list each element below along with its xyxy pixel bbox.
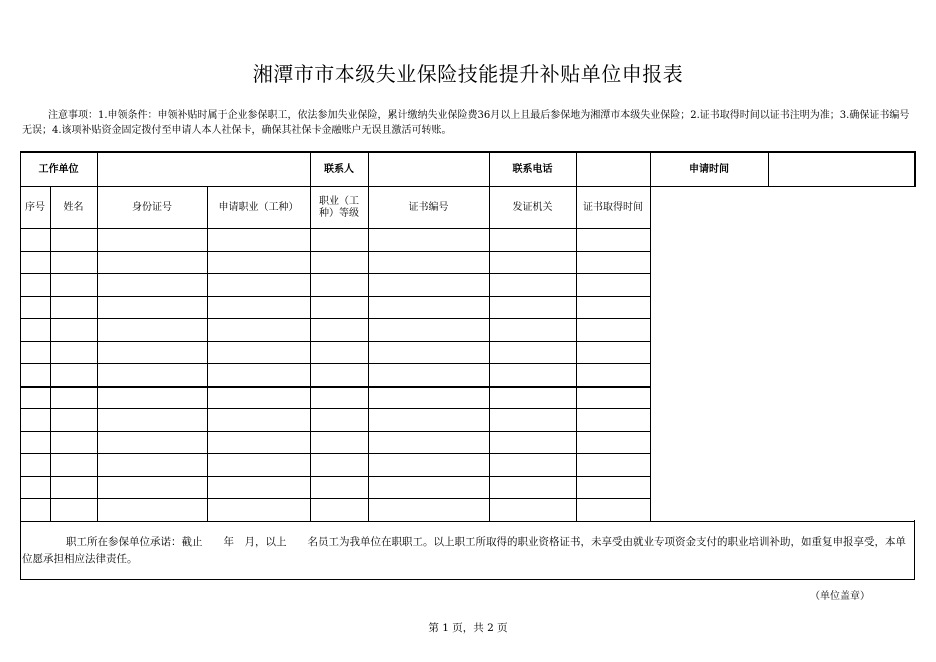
apply-time-field[interactable] xyxy=(768,152,914,187)
apply-time-label: 申请时间 xyxy=(689,163,729,175)
table-cell[interactable] xyxy=(97,229,207,252)
col-header-occupation-level: 职业（工种）等级 xyxy=(319,196,359,219)
grid-line xyxy=(489,186,490,522)
table-cell[interactable] xyxy=(97,342,207,365)
contact-field[interactable] xyxy=(368,152,489,187)
table-cell[interactable] xyxy=(207,432,310,455)
col-header-certificate-number: 证书编号 xyxy=(408,202,449,213)
grid-line xyxy=(20,151,915,153)
table-cell[interactable] xyxy=(50,319,97,342)
table-cell[interactable] xyxy=(489,454,576,477)
grid-line xyxy=(20,273,650,274)
table-cell[interactable] xyxy=(20,252,50,275)
table-cell[interactable] xyxy=(97,252,207,275)
table-cell[interactable] xyxy=(207,409,310,432)
table-cell[interactable] xyxy=(50,454,97,477)
grid-line xyxy=(20,579,915,580)
table-cell[interactable] xyxy=(368,252,489,275)
grid-line xyxy=(914,520,915,580)
table-cell[interactable] xyxy=(50,432,97,455)
table-cell[interactable] xyxy=(310,342,368,365)
grid-line xyxy=(97,186,98,522)
grid-line xyxy=(20,186,21,522)
table-cell[interactable] xyxy=(489,477,576,500)
col-header-seq: 序号 xyxy=(25,202,45,213)
table-cell[interactable] xyxy=(50,252,97,275)
table-cell[interactable] xyxy=(20,342,50,365)
table-cell[interactable] xyxy=(20,432,50,455)
col-header-occupation: 申请职业（工种） xyxy=(218,202,299,213)
table-cell[interactable] xyxy=(50,409,97,432)
table-cell[interactable] xyxy=(207,297,310,320)
table-cell[interactable] xyxy=(207,387,310,410)
table-cell[interactable] xyxy=(310,229,368,252)
table-cell[interactable] xyxy=(576,252,650,275)
table-cell[interactable] xyxy=(50,229,97,252)
grid-line xyxy=(20,186,915,187)
table-cell[interactable] xyxy=(368,387,489,410)
grid-line xyxy=(20,498,650,499)
table-cell[interactable] xyxy=(97,274,207,297)
table-cell[interactable] xyxy=(207,477,310,500)
table-cell[interactable] xyxy=(489,409,576,432)
table-cell[interactable] xyxy=(368,342,489,365)
table-cell[interactable] xyxy=(20,364,50,387)
table-cell[interactable] xyxy=(50,364,97,387)
table-cell[interactable] xyxy=(97,387,207,410)
table-cell[interactable] xyxy=(50,342,97,365)
table-cell[interactable] xyxy=(20,409,50,432)
table-cell[interactable] xyxy=(97,454,207,477)
table-cell[interactable] xyxy=(576,432,650,455)
table-cell[interactable] xyxy=(97,499,207,522)
table-cell[interactable] xyxy=(20,387,50,410)
table-cell[interactable] xyxy=(368,319,489,342)
grid-line xyxy=(20,521,915,522)
table-cell[interactable] xyxy=(310,364,368,387)
table-cell[interactable] xyxy=(310,297,368,320)
grid-line xyxy=(50,186,51,522)
table-cell[interactable] xyxy=(489,364,576,387)
grid-line xyxy=(368,186,369,522)
grid-line xyxy=(368,151,369,187)
table-cell[interactable] xyxy=(50,387,97,410)
grid-line xyxy=(914,151,916,187)
grid-line xyxy=(20,228,650,229)
table-cell[interactable] xyxy=(207,364,310,387)
table-cell[interactable] xyxy=(489,499,576,522)
notice-text: 注意事项：1.申领条件：申领补贴时属于企业参保职工，依法参加失业保险，累计缴纳失业保险费36月以上且最后参保地为湘潭市本级失业保险；2.证书取得时间以证书注明为准；3.确保证书编号无误；4.该项补贴资金固定拨付至申请人本人社保卡，确保其社保卡金融账户无误且激活可转账。 xyxy=(22,110,910,136)
grid-line xyxy=(768,151,769,187)
table-cell[interactable] xyxy=(368,229,489,252)
table-cell[interactable] xyxy=(368,499,489,522)
table-cell[interactable] xyxy=(310,274,368,297)
grid-line xyxy=(20,521,21,581)
grid-line xyxy=(20,296,650,297)
table-cell[interactable] xyxy=(489,297,576,320)
table-cell[interactable] xyxy=(489,387,576,410)
col-header-name: 姓名 xyxy=(63,202,84,213)
form-title: 湘潭市市本级失业保险技能提升补贴单位申报表 xyxy=(252,62,684,86)
grid-line xyxy=(20,251,650,252)
table-cell[interactable] xyxy=(207,319,310,342)
table-cell[interactable] xyxy=(20,499,50,522)
table-cell[interactable] xyxy=(368,409,489,432)
table-cell[interactable] xyxy=(50,477,97,500)
table-cell[interactable] xyxy=(368,274,489,297)
grid-line xyxy=(650,151,651,187)
table-cell[interactable] xyxy=(368,432,489,455)
table-cell[interactable] xyxy=(50,499,97,522)
grid-line xyxy=(576,151,577,187)
grid-line xyxy=(20,318,650,319)
grid-line xyxy=(20,363,650,364)
col-header-certificate-date: 证书取得时间 xyxy=(583,202,643,213)
grid-line xyxy=(20,453,650,454)
col-header-issuing-authority: 发证机关 xyxy=(512,202,553,213)
grid-line xyxy=(489,151,490,187)
grid-line xyxy=(20,341,650,342)
table-cell[interactable] xyxy=(20,477,50,500)
table-cell[interactable] xyxy=(207,454,310,477)
table-cell[interactable] xyxy=(310,319,368,342)
table-cell[interactable] xyxy=(310,477,368,500)
table-cell[interactable] xyxy=(97,364,207,387)
table-cell[interactable] xyxy=(368,477,489,500)
table-cell[interactable] xyxy=(576,477,650,500)
table-cell[interactable] xyxy=(20,297,50,320)
table-cell[interactable] xyxy=(310,409,368,432)
table-cell[interactable] xyxy=(489,274,576,297)
grid-line xyxy=(650,186,651,522)
col-header-id-number: 身份证号 xyxy=(132,202,172,213)
table-cell[interactable] xyxy=(310,499,368,522)
grid-line xyxy=(20,476,650,477)
table-cell[interactable] xyxy=(576,499,650,522)
table-cell[interactable] xyxy=(489,432,576,455)
work-unit-field[interactable] xyxy=(97,152,310,187)
table-cell[interactable] xyxy=(576,387,650,410)
grid-line xyxy=(20,386,650,388)
grid-line xyxy=(20,431,650,432)
table-cell[interactable] xyxy=(207,274,310,297)
table-cell[interactable] xyxy=(20,319,50,342)
table-cell[interactable] xyxy=(576,274,650,297)
table-cell[interactable] xyxy=(20,274,50,297)
table-cell[interactable] xyxy=(310,432,368,455)
grid-line xyxy=(20,408,650,409)
table-cell[interactable] xyxy=(310,252,368,275)
grid-line xyxy=(576,186,577,522)
grid-line xyxy=(20,151,21,187)
table-cell[interactable] xyxy=(207,229,310,252)
table-cell[interactable] xyxy=(368,297,489,320)
table-cell[interactable] xyxy=(489,342,576,365)
grid-line xyxy=(97,151,98,187)
table-cell[interactable] xyxy=(50,274,97,297)
table-cell[interactable] xyxy=(368,364,489,387)
contact-label: 联系人 xyxy=(324,163,354,175)
table-cell[interactable] xyxy=(489,252,576,275)
table-cell[interactable] xyxy=(97,477,207,500)
table-cell[interactable] xyxy=(97,319,207,342)
table-cell[interactable] xyxy=(20,229,50,252)
table-cell[interactable] xyxy=(97,297,207,320)
table-cell[interactable] xyxy=(576,364,650,387)
table-cell[interactable] xyxy=(576,229,650,252)
table-cell[interactable] xyxy=(97,432,207,455)
table-cell[interactable] xyxy=(310,454,368,477)
table-cell[interactable] xyxy=(576,409,650,432)
table-cell[interactable] xyxy=(489,319,576,342)
phone-label: 联系电话 xyxy=(512,163,553,175)
table-cell[interactable] xyxy=(368,454,489,477)
unit-stamp-note: （单位盖章） xyxy=(810,591,870,602)
table-cell[interactable] xyxy=(20,454,50,477)
table-cell[interactable] xyxy=(97,409,207,432)
table-cell[interactable] xyxy=(207,342,310,365)
page-footer: 第 1 页，共 2 页 xyxy=(428,622,508,634)
table-cell[interactable] xyxy=(576,342,650,365)
table-cell[interactable] xyxy=(207,252,310,275)
table-cell[interactable] xyxy=(576,454,650,477)
grid-line xyxy=(207,186,208,522)
table-cell[interactable] xyxy=(576,319,650,342)
table-cell[interactable] xyxy=(489,229,576,252)
table-cell[interactable] xyxy=(50,297,97,320)
unit-promise-text: 职工所在参保单位承诺：截止 年 月，以上 名员工为我单位在职职工。以上职工所取得的职业资格证书，未享受由就业专项资金支付的职业培训补助，如重复申报享受，本单位愿承担相应法律责任。 xyxy=(22,536,906,565)
phone-field[interactable] xyxy=(576,152,650,187)
grid-line xyxy=(310,151,311,187)
table-cell[interactable] xyxy=(207,499,310,522)
grid-line xyxy=(310,186,311,522)
work-unit-label: 工作单位 xyxy=(38,163,79,175)
table-cell[interactable] xyxy=(310,387,368,410)
table-cell[interactable] xyxy=(576,297,650,320)
